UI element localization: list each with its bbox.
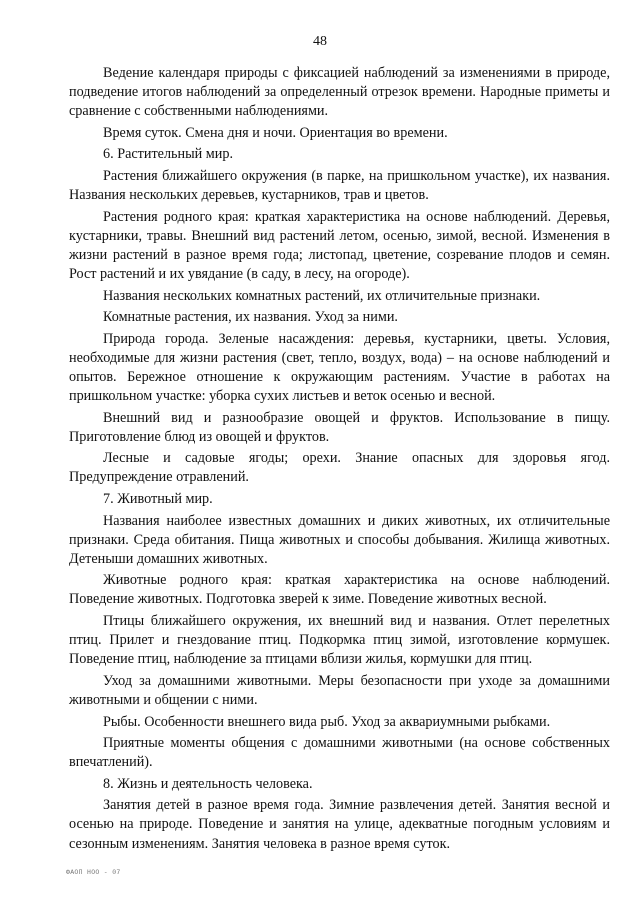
paragraph: Растения родного края: краткая характеристика на основе наблюдений. Деревья, кустарники, травы. Внешний вид растений летом, осенью, зимой, весной. Изменения в жизни растений в разное время года; листопад, цветение, созревание плодов и семян. Рост растений и их увядание (в саду, в лесу, на огороде). (69, 208, 610, 282)
paragraph: Названия наиболее известных домашних и диких животных, их отличительные признаки. Среда обитания. Пища животных и способы добывания. Жилища животных. Детеныши домашних животных. (69, 512, 610, 567)
paragraph: Приятные моменты общения с домашними животными (на основе собственных впечатлений). (69, 735, 610, 771)
paragraph: Животные родного края: краткая характеристика на основе наблюдений. Поведение животных. Подготовка зверей к зиме. Поведение животных весной. (69, 572, 610, 608)
paragraph: Занятия детей в разное время года. Зимние развлечения детей. Занятия весной и осенью на природе. Поведение и занятия на улице, адекватные погодным условиям и сезонным изменениям. Занятия человека в разное время суток. (69, 797, 610, 852)
paragraph: Комнатные растения, их названия. Уход за ними. (103, 309, 398, 326)
paragraph: Внешний вид и разнообразие овощей и фруктов. Использование в пищу. Приготовление блюд из овощей и фруктов. (69, 409, 610, 445)
section-heading: 6. Растительный мир. (103, 146, 233, 163)
footer-mark: ФАОП НОО - 07 (66, 869, 121, 876)
paragraph: Природа города. Зеленые насаждения: деревья, кустарники, цветы. Условия, необходимые для жизни растения (свет, тепло, воздух, вода) – на основе наблюдений и опытов. Бережное отношение к окружающим растениям. Участие в работах на пришкольном участке: уборка сухих листьев и веток осенью и весной. (69, 330, 610, 404)
paragraph: Птицы ближайшего окружения, их внешний вид и названия. Отлет перелетных птиц. Прилет и гнездование птиц. Подкормка птиц зимой, изготовление кормушек. Поведение птиц, наблюдение за птицами вблизи жилья, кормушки для птиц. (69, 613, 610, 668)
body-text (69, 64, 610, 856)
section-heading: 7. Животный мир. (103, 490, 213, 507)
paragraph: Ведение календаря природы с фиксацией наблюдений за изменениями в природе, подведение итогов наблюдений за определенный отрезок времени. Народные приметы и сравнение с собственными наблюдениями. (69, 65, 610, 120)
section-heading: 8. Жизнь и деятельность человека. (103, 775, 313, 792)
paragraph: Время суток. Смена дня и ночи. Ориентация во времени. (103, 124, 448, 141)
paragraph: Растения ближайшего окружения (в парке, на пришкольном участке), их названия. Названия нескольких деревьев, кустарников, трав и цветов. (69, 167, 610, 204)
page-number: 48 (313, 34, 327, 49)
paragraph: Уход за домашними животными. Меры безопасности при уходе за домашними животными и общении с ними. (69, 672, 610, 708)
paragraph: Лесные и садовые ягоды; орехи. Знание опасных для здоровья ягод. Предупреждение отравлений. (69, 450, 610, 486)
paragraph: Рыбы. Особенности внешнего вида рыб. Уход за аквариумными рыбками. (103, 713, 551, 730)
paragraph: Названия нескольких комнатных растений, их отличительные признаки. (103, 287, 541, 304)
